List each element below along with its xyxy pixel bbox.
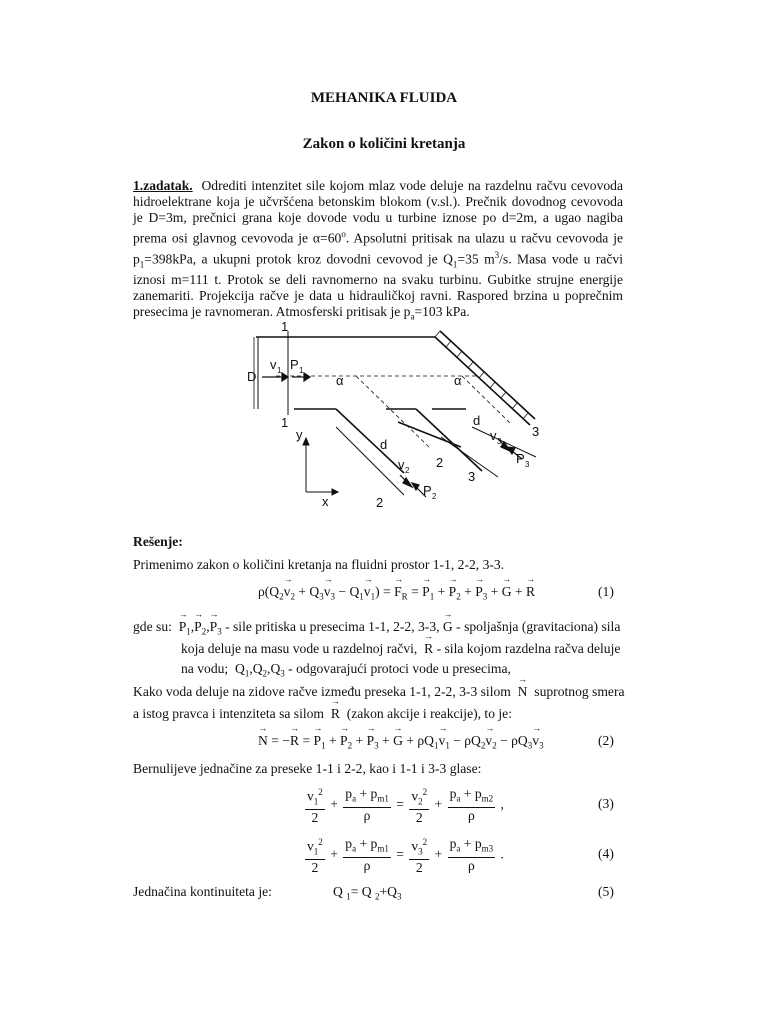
svg-text:3: 3	[497, 437, 502, 446]
eq-number-4: (4)	[598, 846, 614, 861]
task-text: 1.zadatak. Odrediti intenzitet sile kojom mlaz vode deluje na razdelnu račvu cevovoda hidroelektrane koja je učvršćena betonskim blokom (v.sl.). Prečnik dovodnog cevovoda je D=3m, prečnici grana koje dovode vodu u turbine iznose po d=2m, a ugao nagiba prema osi glavnog cevovoda je $\alpha=60^o$. Apsolutni pritisak na ulazu u račvu cevovoda je $p_1=398kPa$, a ukupni protok kroz dovodni cevovod je $Q_1=35$ $m^3/s$. Masa vode u račvi iznosi m=111 t. Protok se deli ravnomerno na svaku turbinu. Gubitke strujne energije zanemariti. Projekcija račve je data u hidrauličkoj ravni. Raspored brzina u poprečnim presecima je ravnomeran. Atmosferski pritisak je $p_a=103$ kPa.	[133, 178, 624, 323]
where-line-2: koja deluje na masu vode u razdelnoj račvi, → R - sila kojom razdelna račva deluje	[181, 641, 620, 657]
equation-3: $\frac{v_1^2}{2}$ + $\frac{p_a + p_{m1}}{\rho}$ = $\frac{v_2^2}{2}$ + $\frac{p_a + p_{m2}}{\rho}$ ,	[303, 784, 504, 826]
where-line-3: na vodu; $Q_1,Q_2,Q_3$ - odgovarajući protoci vode u presecima,	[181, 661, 511, 679]
reaction-line-1: Kako voda deluje na zidove račve između preseka 1-1, 2-2, 3-3 silom → N suprotnog smera	[133, 684, 625, 700]
label-alpha-1: α	[336, 373, 344, 388]
label-v2: v	[398, 457, 405, 472]
svg-text:1: 1	[299, 366, 304, 375]
where-line-1: gde su: → $P_1,\to P_2,\to P_3$ - sile pritiska u presecima 1-1, 2-2, 3-3, → G - spoljašnja (gravitaciona) sila	[133, 619, 620, 637]
svg-text:1: 1	[277, 366, 282, 375]
label-alpha-2: α	[454, 373, 462, 388]
eq-number-3: (3)	[598, 796, 614, 811]
label-P1: P	[290, 357, 299, 372]
solution-intro: Primenimo zakon o količini kretanja na fluidni prostor 1-1, 2-2, 3-3.	[133, 557, 505, 572]
task-label: 1.zadatak.	[133, 178, 193, 193]
equation-1: $\rho(Q_2\to v_2 + Q_3\to v_3 - Q_1\to v_1)$ = → $F_R$ = → $P_1$ + → $P_2$ + → $P_3$ + → G + → R	[258, 584, 535, 602]
label-y-axis: y	[296, 427, 303, 442]
label-D: D	[247, 369, 257, 384]
label-section-2-low: 2	[376, 495, 384, 510]
svg-text:3: 3	[525, 460, 530, 469]
page-subtitle: Zakon o količini kretanja	[302, 136, 466, 152]
solution-heading: Rešenje:	[133, 534, 183, 549]
label-section-1-bottom: 1	[281, 415, 289, 430]
equation-2: → N = −→ R = → $P_1$ + → $P_2$ + → $P_3$ + → $G + \rho Q_1\to v_1 - \rho Q_2\to v_2 - \rho Q_3\to v_3$	[258, 733, 544, 751]
label-section-3-low: 3	[468, 469, 476, 484]
eq-number-5: (5)	[598, 884, 614, 899]
eq-number-1: (1)	[598, 584, 614, 599]
bifurcation-figure	[236, 317, 546, 513]
equation-5: Q $_1$= Q $_2+Q_3$	[333, 884, 402, 902]
label-d-1: d	[380, 437, 388, 452]
equation-4: $\frac{v_1^2}{2}$ + $\frac{p_a + p_{m1}}{\rho}$ = $\frac{v_3^2}{2}$ + $\frac{p_a + p_{m3}}{\rho}$ .	[303, 834, 504, 876]
continuity-intro: Jednačina kontinuiteta je:	[133, 884, 272, 899]
svg-text:2: 2	[432, 492, 437, 501]
eq-number-2: (2)	[598, 733, 614, 748]
label-section-1-top: 1	[281, 319, 289, 334]
bernoulli-intro: Bernulijeve jednačine za preseke 1-1 i 2-2, kao i 1-1 i 3-3 glase:	[133, 761, 482, 776]
label-v3: v	[490, 428, 497, 443]
label-P3: P	[516, 451, 525, 466]
label-d-2: d	[473, 413, 481, 428]
label-P2: P	[423, 483, 432, 498]
label-section-3: 3	[532, 424, 540, 439]
label-v1: v	[270, 357, 277, 372]
svg-text:2: 2	[405, 466, 410, 475]
label-x-axis: x	[322, 494, 329, 509]
label-section-2: 2	[436, 455, 444, 470]
page-title: MEHANIKA FLUIDA	[310, 90, 458, 106]
reaction-line-2: a istog pravca i intenziteta sa silom → R (zakon akcije i reakcije), to je:	[133, 706, 512, 722]
